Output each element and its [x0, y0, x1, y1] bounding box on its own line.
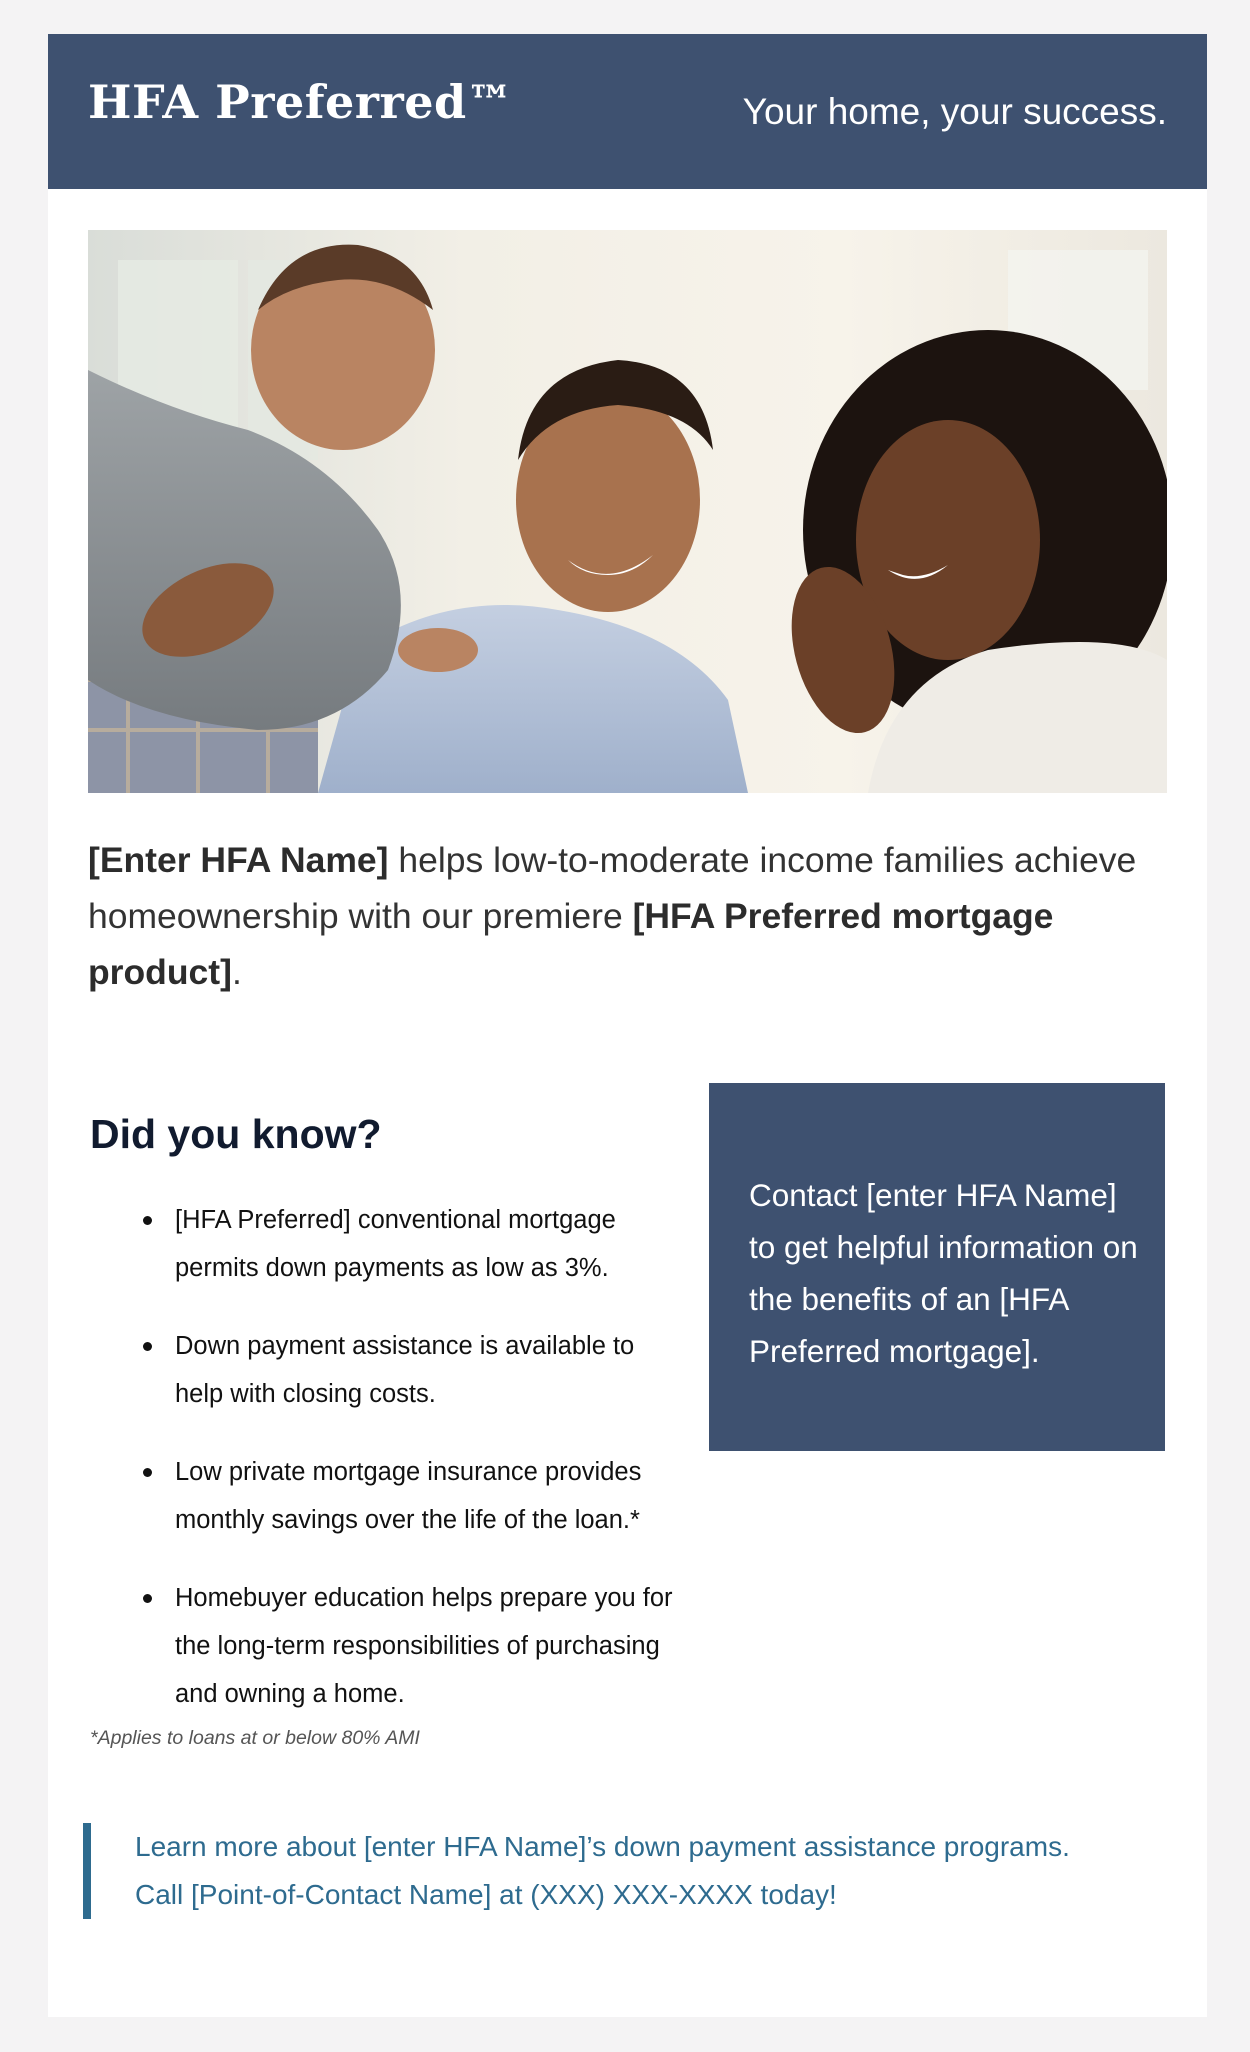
list-item: [HFA Preferred] conventional mortgage permits down payments as low as 3%. — [143, 1196, 688, 1292]
email-page — [48, 34, 1207, 2017]
intro-paragraph — [88, 832, 1178, 1000]
intro-text-1: helps low-to-moderate income families achieve homeownership with our premiere — [88, 840, 1137, 936]
list-item: Homebuyer education helps prepare you for the long-term responsibilities of purchasing and owning a home. — [143, 1574, 688, 1718]
brand-logo: HFA Preferred™ — [88, 75, 514, 129]
intro-hfa-name: [Enter HFA Name] — [88, 840, 389, 880]
header-banner — [48, 34, 1207, 189]
intro-product-name: [HFA Preferred mortgage product] — [88, 896, 1054, 992]
call-to-action-block — [83, 1823, 1135, 1919]
list-item: Low private mortgage insurance provides monthly savings over the life of the loan.* — [143, 1448, 688, 1544]
did-you-know-heading: Did you know? — [90, 1111, 382, 1157]
list-item: Down payment assistance is available to help with closing costs. — [143, 1322, 688, 1418]
cta-learn-more-link[interactable]: Learn more about [enter HFA Name]’s down payment assistance programs. — [135, 1831, 1070, 1862]
hero-family-image — [88, 230, 1167, 793]
intro-text-2: . — [231, 952, 242, 992]
footnote: *Applies to loans at or below 80% AMI — [90, 1727, 420, 1749]
contact-callout-box — [709, 1083, 1165, 1451]
contact-callout-text: Contact [enter HFA Name] to get helpful information on the benefits of an [HFA Preferred mortgage]. — [749, 1177, 1138, 1369]
cta-call-text[interactable]: Call [Point-of-Contact Name] at (XXX) XXX-XXXX today! — [135, 1879, 837, 1910]
facts-list — [143, 1196, 688, 1748]
header-tagline: Your home, your success. — [742, 91, 1167, 132]
